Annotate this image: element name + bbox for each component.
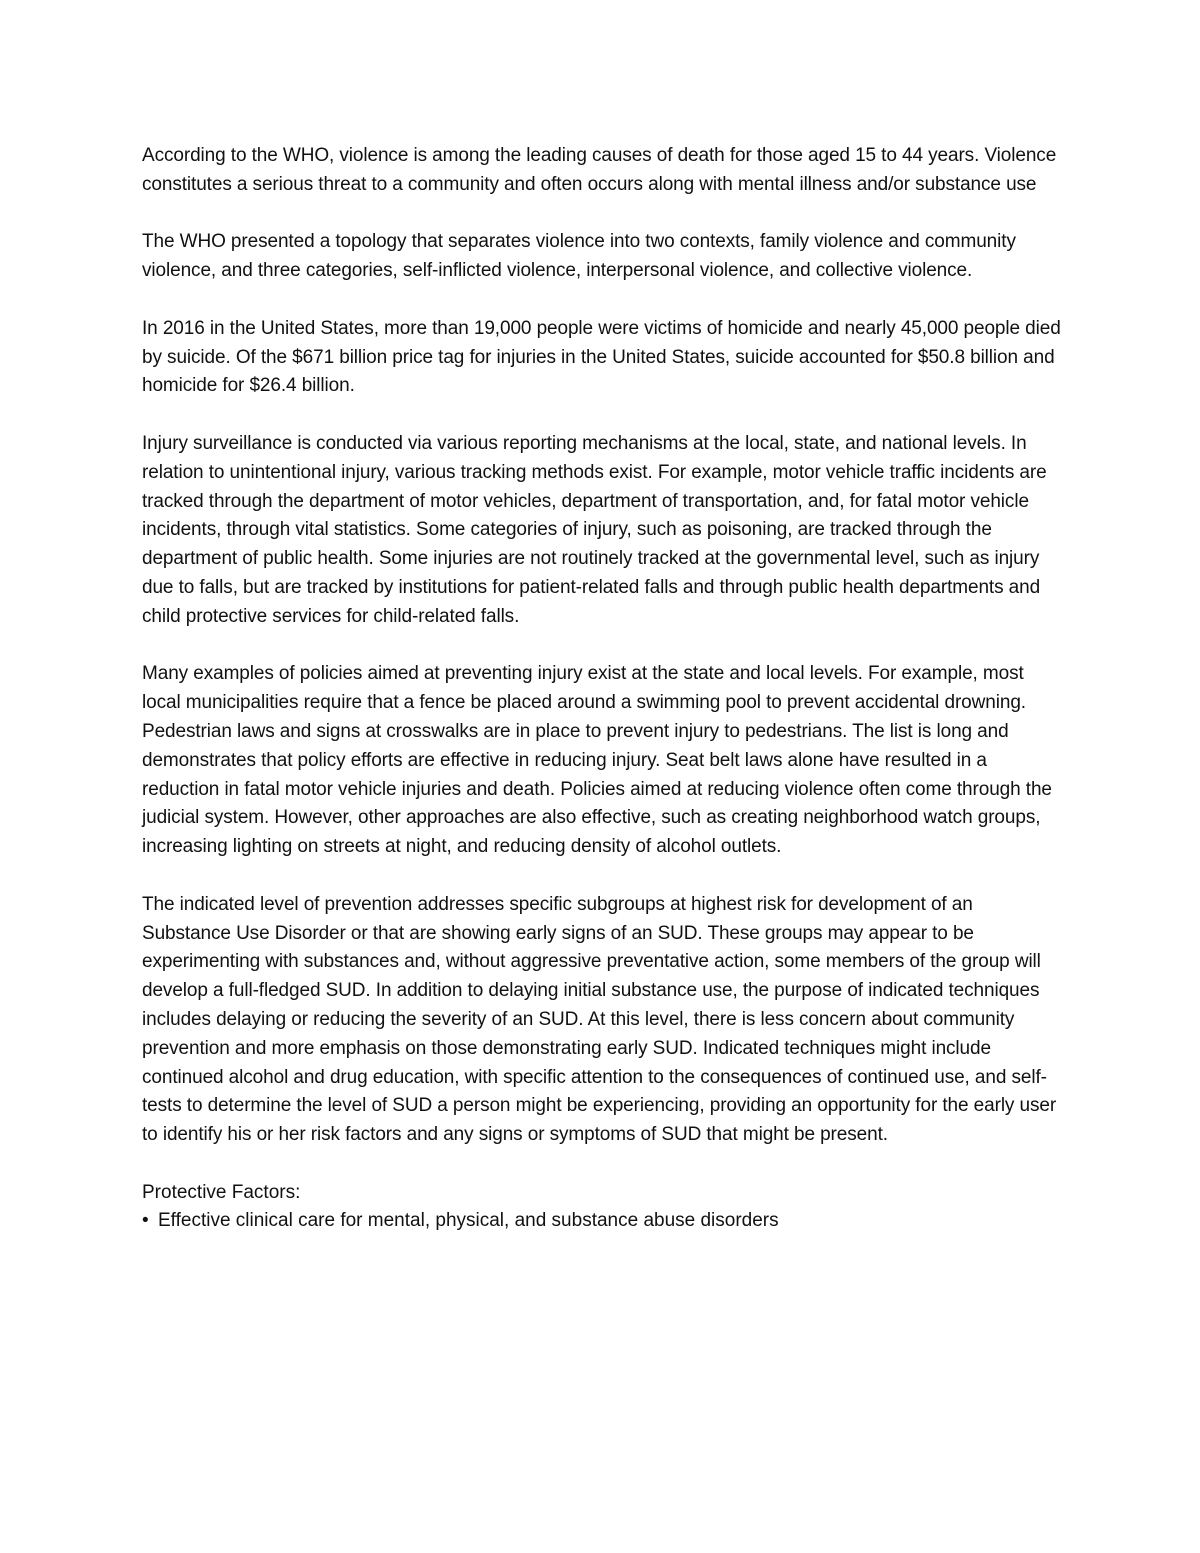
paragraph-injury-surveillance: Injury surveillance is conducted via various reporting mechanisms at the local, state, and national levels. In relation to unintentional injury, various tracking methods exist. For example, motor vehicle traffic incidents are tracked through the department of motor vehicles, department of transportation, and, for fatal motor vehicle incidents, through vital statistics. Some categories of injury, such as poisoning, are tracked through the department of public health. Some injuries are not routinely tracked at the governmental level, such as injury due to falls, but are tracked by institutions for patient-related falls and through public health departments and child protective services for child-related falls. <box>142 432 1047 627</box>
paragraph-indicated-prevention: The indicated level of prevention addresses specific subgroups at highest risk for development of an Substance Use Disorder or that are showing early signs of an SUD. These groups may appear to be experimenting with substances and, without aggressive preventative action, some members of the group will develop a full-fledged SUD. In addition to delaying initial substance use, the purpose of indicated techniques includes delaying or reducing the severity of an SUD. At this level, there is less concern about community prevention and more emphasis on those demonstrating early SUD. Indicated techniques might include continued alcohol and drug education, with specific attention to the consequences of continued use, and self-tests to determine the level of SUD a person might be experiencing, providing an opportunity for the early user to identify his or her risk factors and any signs or symptoms of SUD that might be present. <box>142 893 1057 1146</box>
paragraph-violence-topology: The WHO presented a topology that separates violence into two contexts, family violence and community violence, and three categories, self-inflicted violence, interpersonal violence, and collective violence. <box>142 231 1016 282</box>
document-body <box>142 142 1062 1236</box>
list-item <box>142 1207 1062 1236</box>
protective-factors-list <box>142 1207 1062 1236</box>
list-item-text: Effective clinical care for mental, physical, and substance abuse disorders <box>158 1210 779 1232</box>
protective-factors-heading: Protective Factors: <box>142 1181 301 1203</box>
bullet-icon: • <box>142 1210 149 1232</box>
paragraph-who-violence: According to the WHO, violence is among the leading causes of death for those aged 15 to 44 years. Violence constitutes a serious threat to a community and often occurs along with mental illness and/or substance use <box>142 145 1057 195</box>
paragraph-us-statistics: In 2016 in the United States, more than 19,000 people were victims of homicide and nearly 45,000 people died by suicide. Of the $671 billion price tag for injuries in the United States, suicide accounted for $50.8 billion and homicide for $26.4 billion. <box>142 317 1061 397</box>
paragraph-injury-policies: Many examples of policies aimed at preventing injury exist at the state and local levels. For example, most local municipalities require that a fence be placed around a swimming pool to prevent accidental drowning. Pedestrian laws and signs at crosswalks are in place to prevent injury to pedestrians. The list is long and demonstrates that policy efforts are effective in reducing injury. Seat belt laws alone have resulted in a reduction in fatal motor vehicle injuries and death. Policies aimed at reducing violence often come through the judicial system. However, other approaches are also effective, such as creating neighborhood watch groups, increasing lighting on streets at night, and reducing density of alcohol outlets. <box>142 663 1052 858</box>
